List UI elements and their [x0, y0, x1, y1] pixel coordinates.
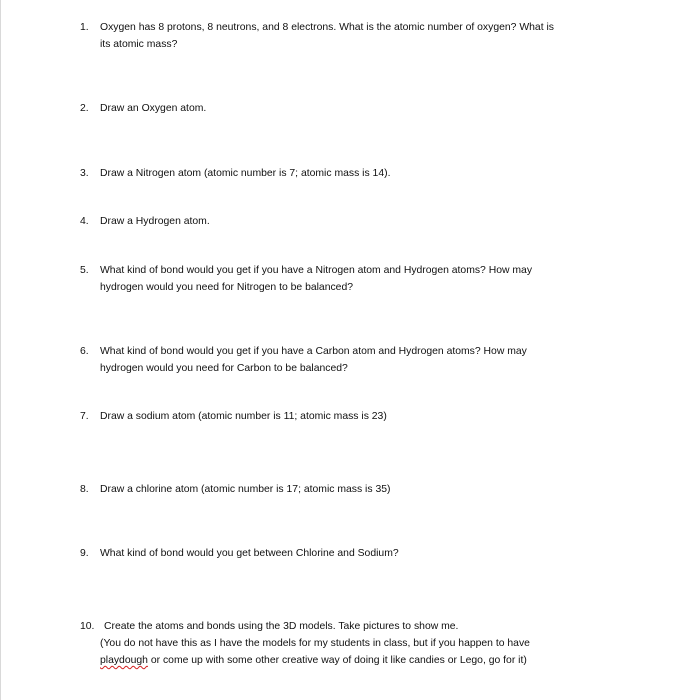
misspelled-word: playdough — [100, 655, 148, 666]
question-text-line: Draw an Oxygen atom. — [100, 103, 207, 114]
question-text-line: What kind of bond would you get if you have a Nitrogen atom and Hydrogen atoms? How may — [100, 265, 533, 276]
question-number: 4. — [80, 216, 89, 227]
question-number: 7. — [80, 411, 89, 422]
question-text-line: Draw a Hydrogen atom. — [100, 216, 210, 227]
question-text-line: Draw a sodium atom (atomic number is 11; atomic mass is 23) — [100, 411, 387, 422]
question-text-line: hydrogen would you need for Nitrogen to be balanced? — [100, 282, 354, 293]
question-text-line: Draw a chlorine atom (atomic number is 17; atomic mass is 35) — [100, 484, 391, 495]
question-number: 10. — [80, 621, 95, 632]
question-number: 1. — [80, 22, 89, 33]
question-text-line: What kind of bond would you get if you have a Carbon atom and Hydrogen atoms? How may — [100, 346, 527, 357]
question-number: 6. — [80, 346, 89, 357]
question-number: 9. — [80, 548, 89, 559]
question-text-line: (You do not have this as I have the models for my students in class, but if you happen to have — [100, 638, 530, 649]
question-number: 3. — [80, 168, 89, 179]
question-text-line: Draw a Nitrogen atom (atomic number is 7; atomic mass is 14). — [100, 168, 391, 179]
question-text-line — [100, 652, 604, 669]
question-text-fragment: or come up with some other creative way of doing it like candies or Lego, go for it) — [147, 655, 527, 666]
question-text-line: What kind of bond would you get between Chlorine and Sodium? — [100, 548, 399, 559]
question-text-line: its atomic mass? — [100, 39, 178, 50]
question-number: 5. — [80, 265, 89, 276]
question-number: 8. — [80, 484, 89, 495]
page-left-edge — [0, 0, 1, 700]
question-text-line: Create the atoms and bonds using the 3D models. Take pictures to show me. — [104, 621, 459, 632]
question-text-line: hydrogen would you need for Carbon to be balanced? — [100, 363, 348, 374]
question-text-line: Oxygen has 8 protons, 8 neutrons, and 8 electrons. What is the atomic number of oxygen? What is — [100, 22, 554, 33]
question-number: 2. — [80, 103, 89, 114]
